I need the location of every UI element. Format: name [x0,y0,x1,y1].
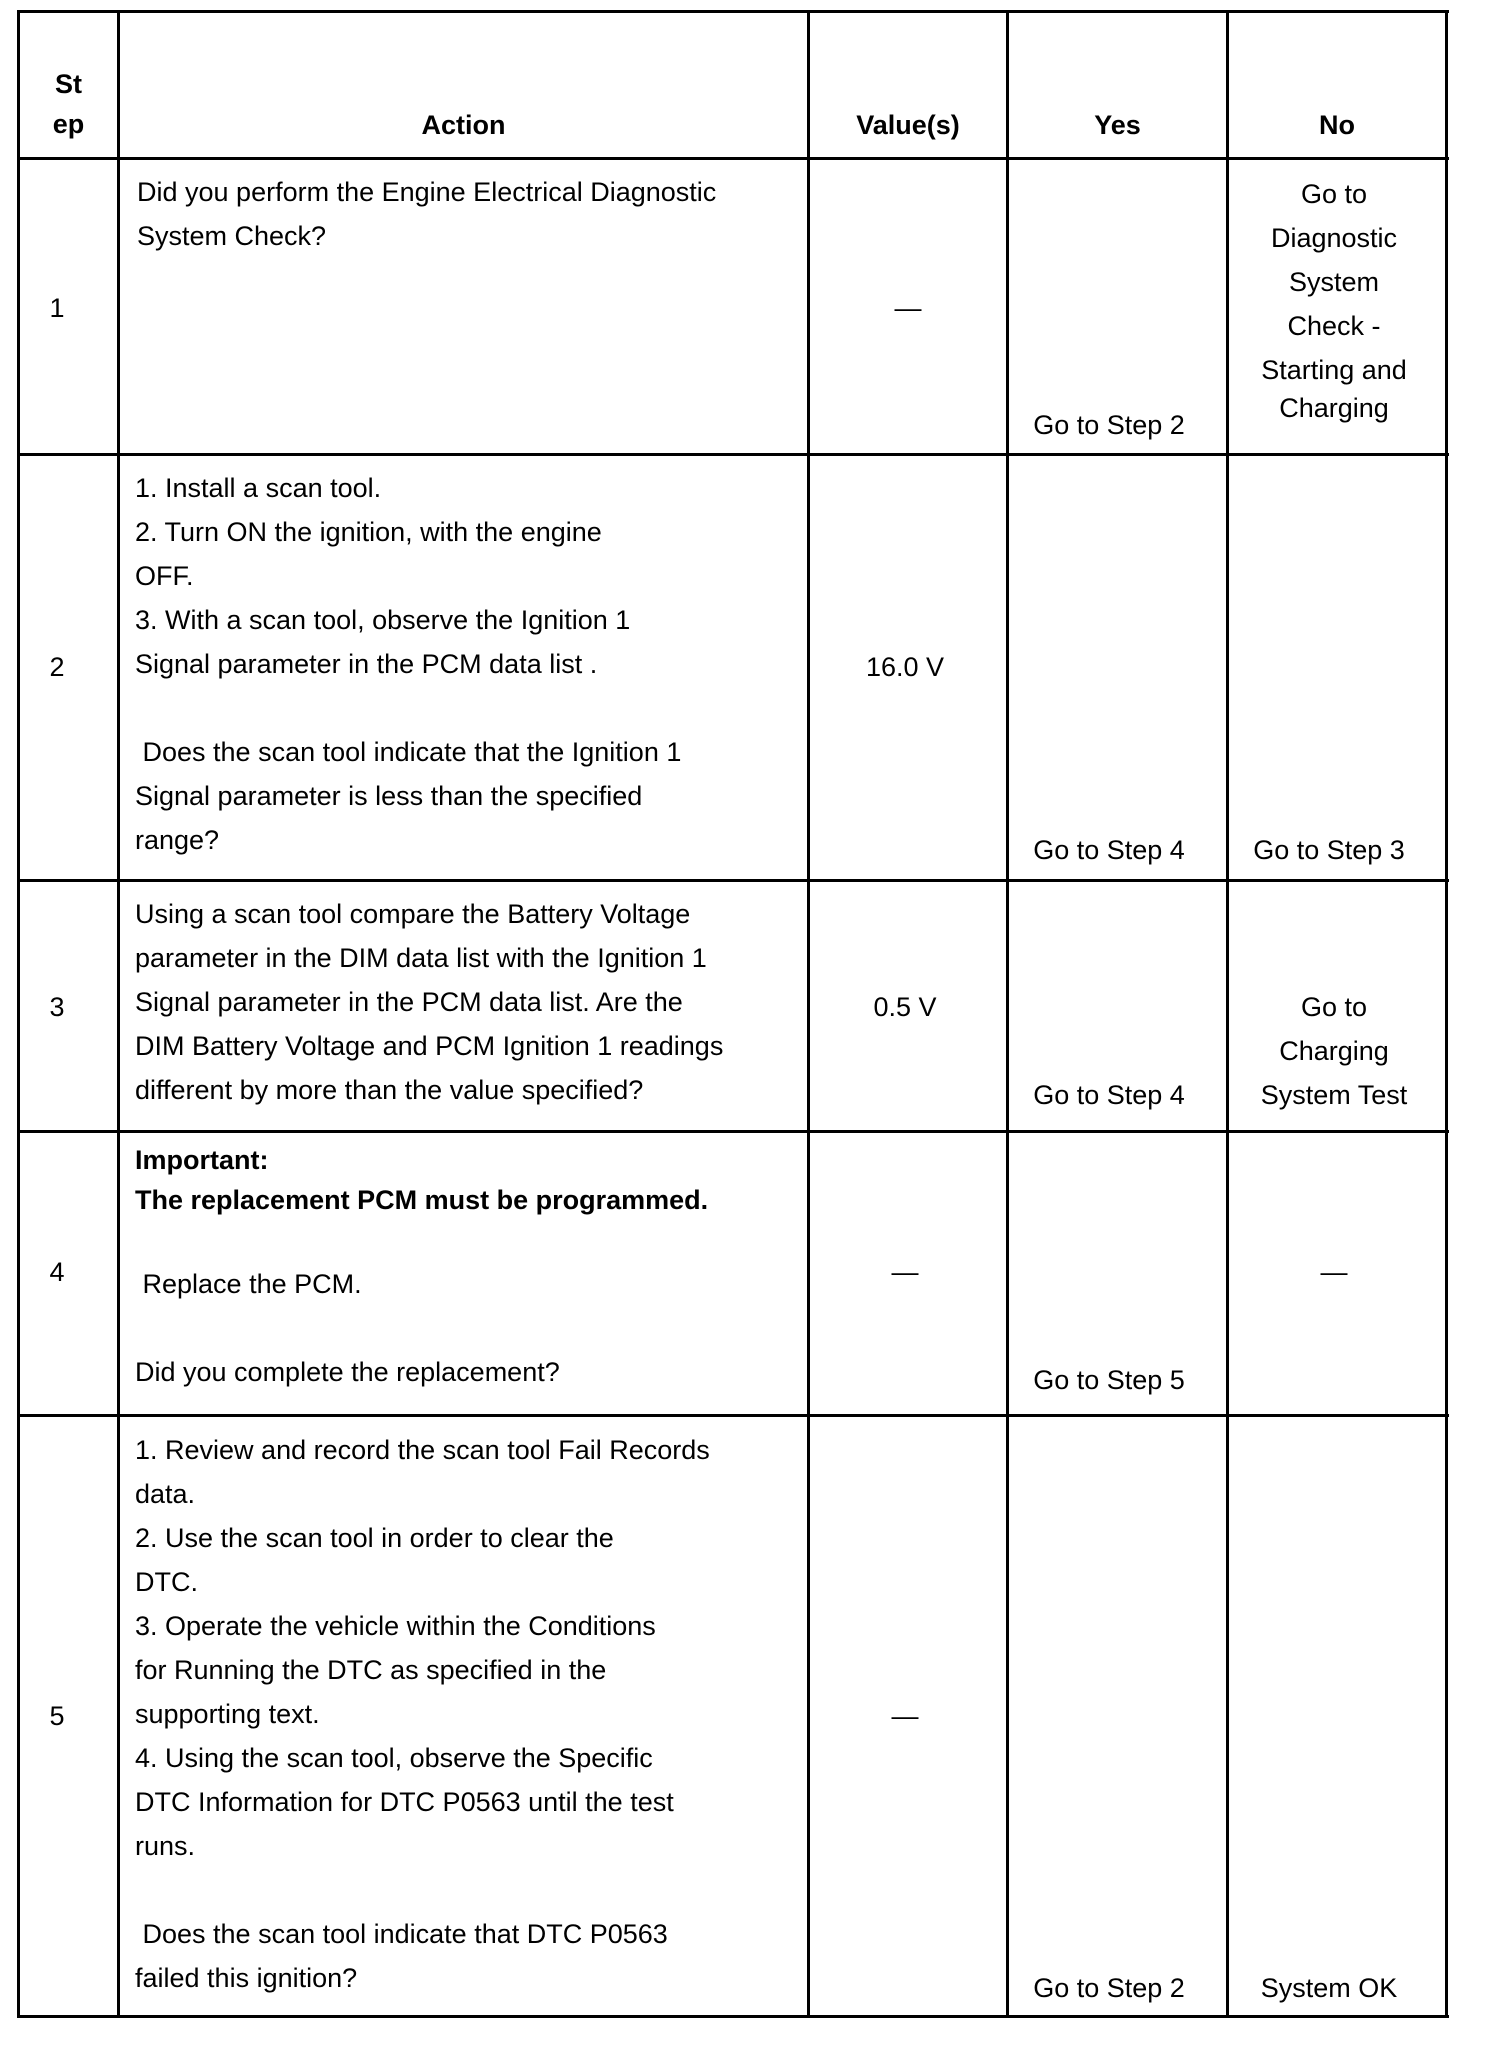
yes-cell: Go to Step 4 [1033,835,1185,865]
yes-cell: Go to Step 2 [1033,410,1185,440]
row-divider [17,1130,1449,1133]
header-step: St ep [52,69,85,139]
action-text: 1. Review and record the scan tool Fail Records data. 2. Use the scan tool in order to clear the DTC. 3. Operate the vehicle within the Conditions for Running the DTC as specified in the supporting text. 4. Using the scan tool, observe the Specific DTC Information for DTC P0563 until the test runs. Does the scan tool indicate that DTC P0563 failed this ignition? [135,1435,710,1993]
no-cell: Go to Step 3 [1253,835,1405,865]
value-cell: — [891,1257,919,1287]
column-divider [1006,10,1009,2018]
table-border-top [17,10,1449,13]
yes-cell: Go to Step 5 [1033,1365,1185,1395]
header-yes: Yes [1094,110,1141,140]
step-number: 5 [49,1701,65,1731]
no-cell: System OK [1260,1973,1398,2003]
row-divider [17,157,1449,160]
action-text: Did you perform the Engine Electrical Diagnostic System Check? [137,177,717,251]
important-label: Important: [135,1145,269,1175]
header-action: Action [421,110,506,140]
value-cell: 16.0 V [865,652,945,682]
action-text: 1. Install a scan tool. 2. Turn ON the ignition, with the engine OFF. 3. With a scan tool, observe the Ignition 1 Signal parameter in the PCM data list . Does the scan tool indicate that the Ignition 1 Signal parameter is less than the specified range? [135,473,682,855]
no-cell: Go to Charging System Test [1260,992,1408,1110]
header-no: No [1319,110,1355,140]
step-number: 2 [49,652,65,682]
no-cell: Go to Diagnostic System Check - Starting and Charging [1261,179,1407,423]
row-divider [17,453,1449,456]
no-cell: — [1320,1257,1348,1287]
row-divider [17,1414,1449,1417]
important-note: The replacement PCM must be programmed. [135,1185,709,1215]
value-cell: — [891,1701,919,1731]
table-border-bottom [17,2015,1449,2018]
value-cell: 0.5 V [873,992,937,1022]
action-text: Important: The replacement PCM must be programmed. Replace the PCM. Did you complete the replacement? [135,1140,800,1394]
row-divider [17,879,1449,882]
yes-cell: Go to Step 2 [1033,1973,1185,2003]
step-number: 4 [49,1257,65,1287]
action-text: Using a scan tool compare the Battery Voltage parameter in the DIM data list with the Ignition 1 Signal parameter in the PCM data list. Are the DIM Battery Voltage and PCM Ignition 1 readings different by more than the value specified? [135,899,724,1105]
header-values: Value(s) [856,110,960,140]
step-number: 1 [49,293,65,323]
diagnostic-table [17,10,1449,2018]
yes-cell: Go to Step 4 [1033,1080,1185,1110]
column-divider [117,10,120,2018]
step-number: 3 [49,992,65,1022]
value-cell: — [894,293,922,323]
table-border-right [1445,10,1448,2018]
